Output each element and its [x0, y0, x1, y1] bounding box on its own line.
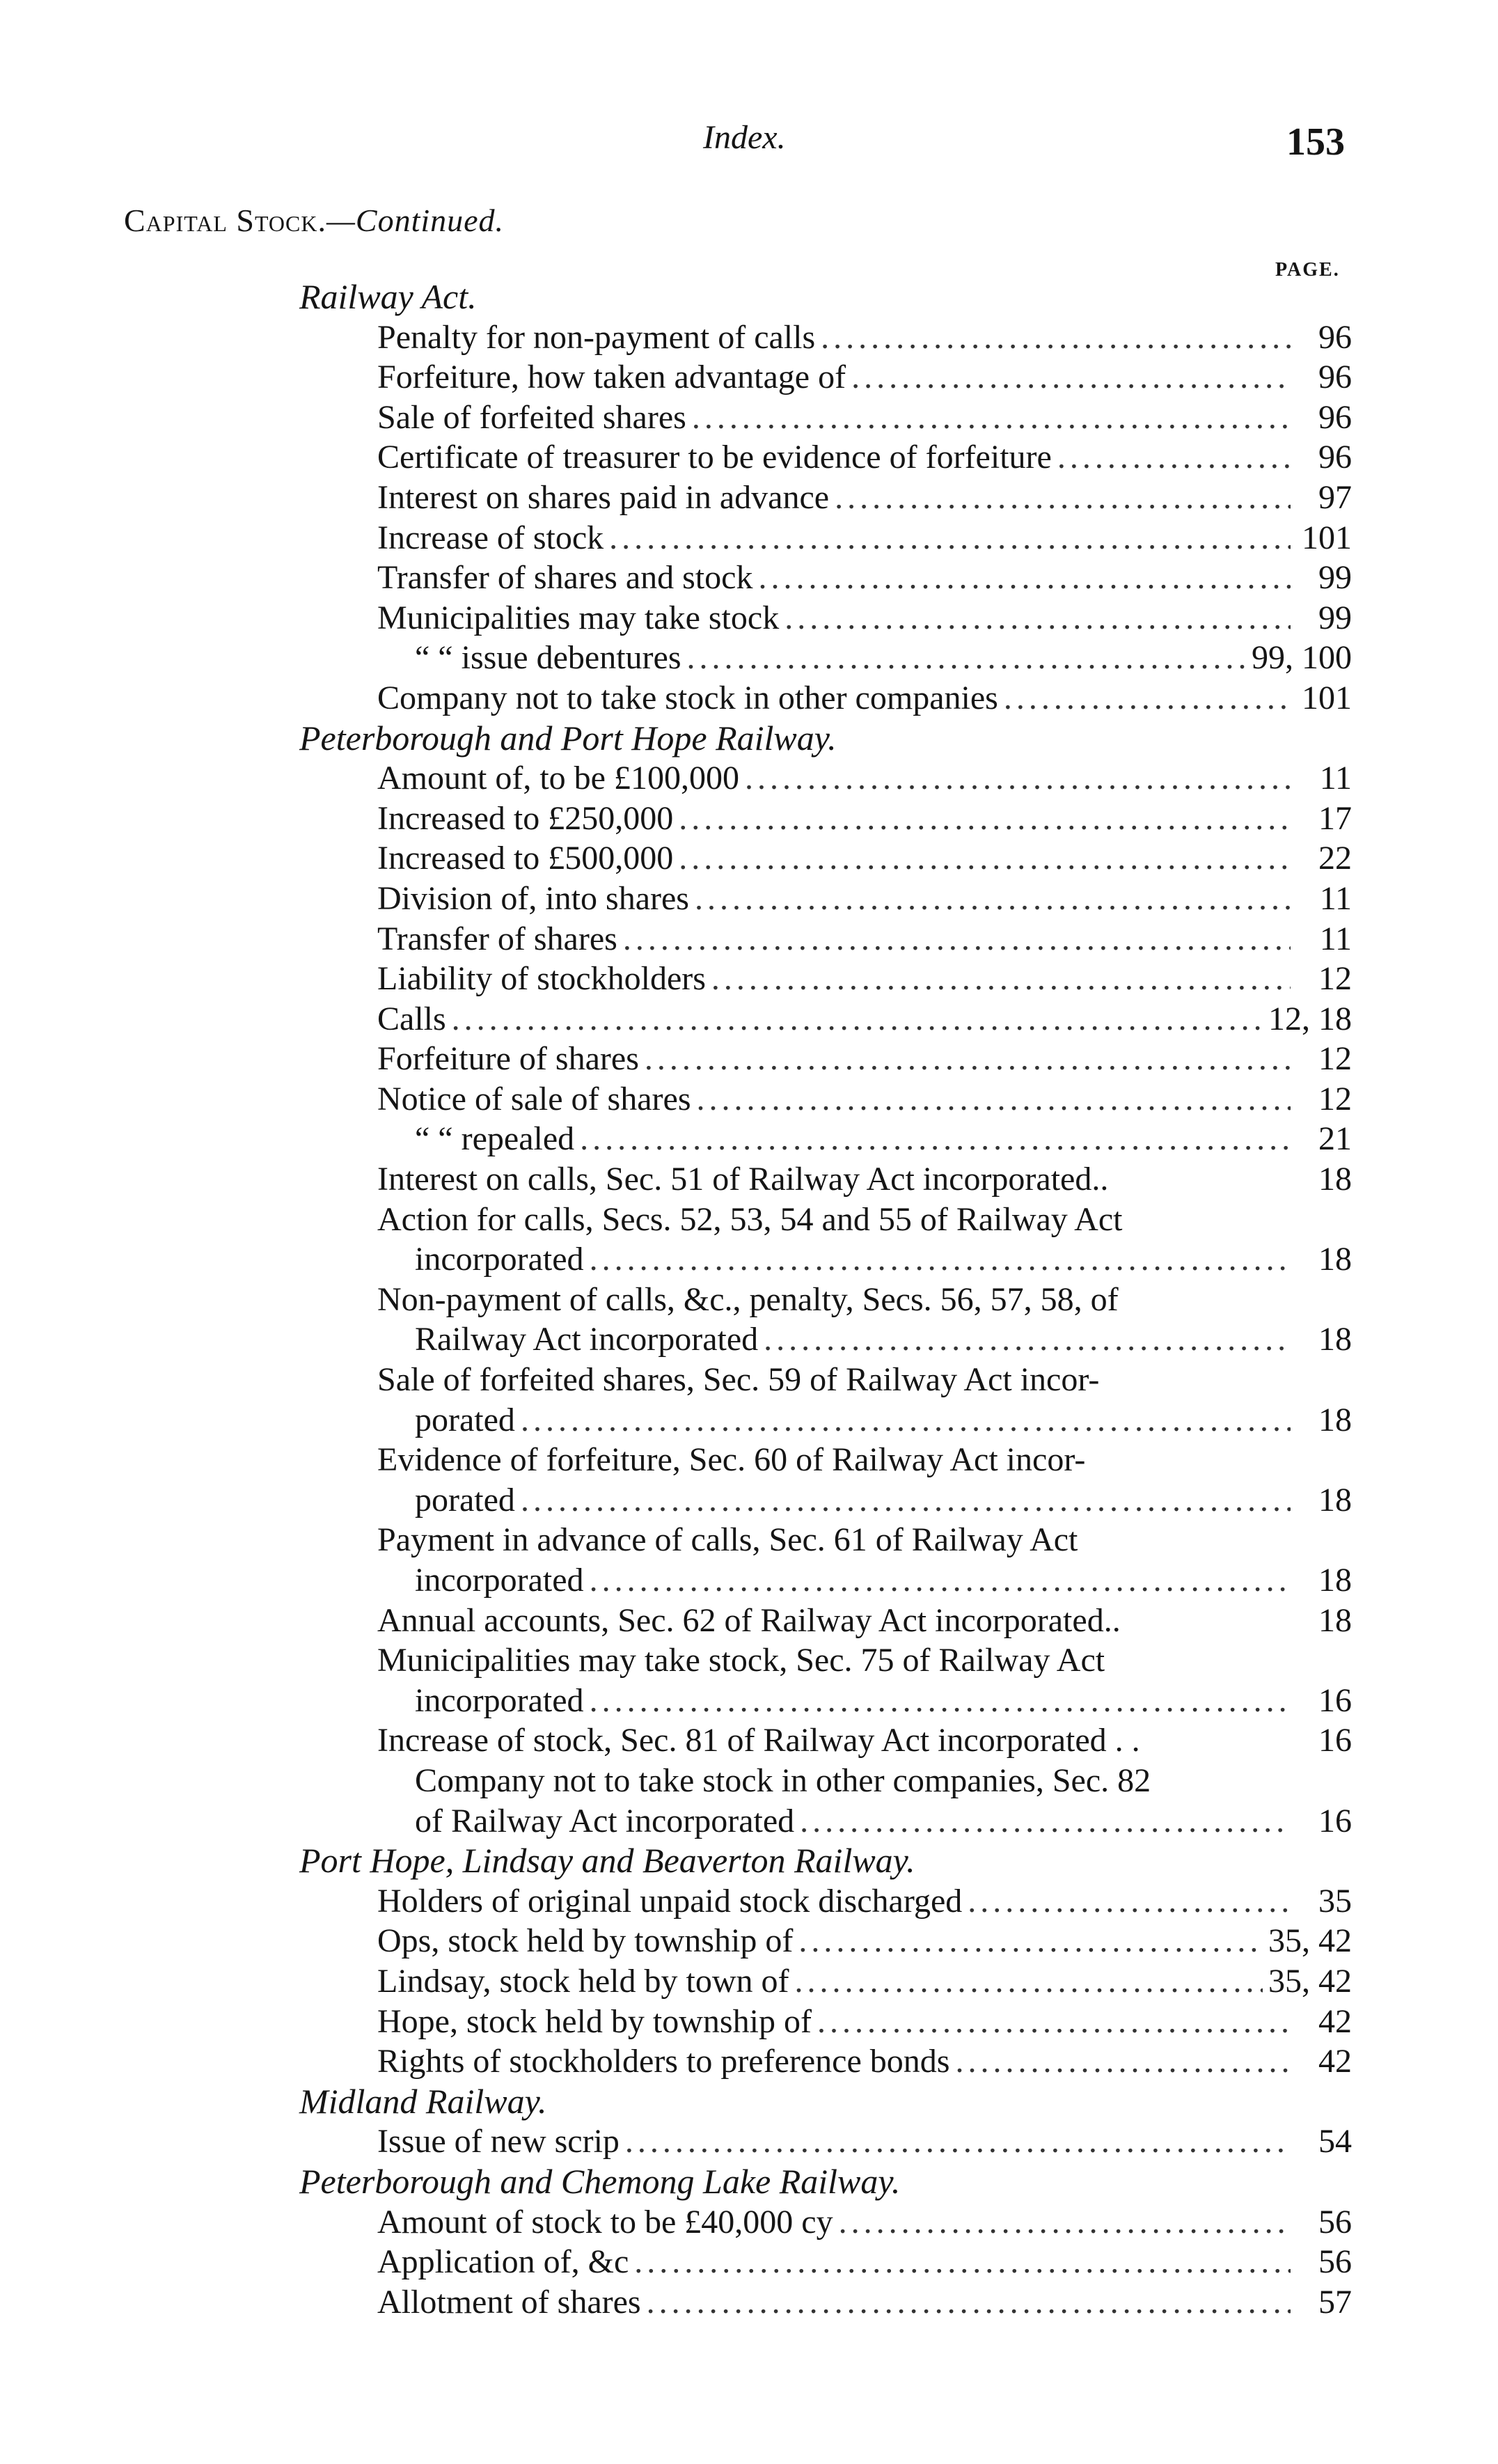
entry-page-ref: 54	[1318, 2123, 1352, 2160]
index-entry	[0, 1119, 1352, 1159]
entry-page-ref: 101	[1302, 519, 1352, 556]
running-head	[0, 111, 1498, 164]
entry-text: “ “ repealed	[415, 1120, 575, 1158]
index-entry	[0, 1640, 1352, 1681]
index-entry	[0, 317, 1352, 358]
index-entry	[0, 1720, 1352, 1761]
entry-text: porated	[415, 1401, 515, 1438]
index-entry	[0, 1239, 1352, 1280]
dot-leader	[609, 518, 1291, 558]
entry-page-ref: 18	[1318, 1241, 1352, 1278]
dot-leader	[785, 598, 1291, 638]
entry-text: “ “ issue debentures	[415, 639, 681, 677]
entry-page-ref: 56	[1318, 2203, 1352, 2241]
entry-text: Holders of original unpaid stock discharged	[377, 1882, 963, 1920]
dot-leader	[521, 1400, 1291, 1441]
dot-leader	[521, 1480, 1291, 1521]
index-entry	[0, 638, 1352, 678]
entry-page-ref: 18	[1318, 1481, 1352, 1519]
entry-text: Transfer of shares	[377, 920, 617, 957]
entry-text: Company not to take stock in other companies, Sec. 82	[415, 1761, 1151, 1799]
entry-text: Allotment of shares	[377, 2283, 641, 2321]
section-title-continued: —Continued.	[326, 203, 505, 238]
entry-text: porated	[415, 1481, 515, 1519]
entry-text: Application of, &c	[377, 2243, 629, 2281]
entry-text: Hope, stock held by township of	[377, 2002, 812, 2040]
entry-text: Evidence of forfeiture, Sec. 60 of Railway Act incor-	[377, 1441, 1086, 1479]
dot-leader	[821, 317, 1291, 358]
entry-text: Municipalities may take stock	[377, 599, 780, 636]
entry-text: Rights of stockholders to preference bonds	[377, 2043, 950, 2080]
entry-text: Interest on calls, Sec. 51 of Railway Act incorporated..	[377, 1161, 1109, 1198]
index-entry	[0, 1159, 1352, 1200]
entry-text: Amount of stock to be £40,000 cy	[377, 2203, 833, 2241]
dot-leader	[634, 2242, 1291, 2282]
entry-page-ref: 56	[1318, 2243, 1352, 2281]
dot-leader	[794, 1961, 1263, 2002]
index-entry	[0, 2041, 1352, 2082]
entry-page-ref: 16	[1318, 1681, 1352, 1719]
dot-leader	[798, 1921, 1263, 1961]
index-entry	[0, 1801, 1352, 1842]
index-entry	[0, 1440, 1352, 1480]
entry-page-ref: 16	[1318, 1722, 1352, 1759]
dot-leader	[590, 1239, 1291, 1280]
index-entry	[0, 1681, 1352, 1721]
entry-text: Annual accounts, Sec. 62 of Railway Act incorporated..	[377, 1601, 1121, 1639]
group-heading: Port Hope, Lindsay and Beaverton Railway.	[299, 1841, 915, 1881]
entry-page-ref: 12	[1318, 1080, 1352, 1117]
entry-page-ref: 97	[1318, 478, 1352, 516]
entry-page-ref: 18	[1318, 1601, 1352, 1639]
index-entry	[0, 598, 1352, 638]
dot-leader	[679, 799, 1291, 839]
dot-leader	[590, 1560, 1291, 1601]
entry-text: Increase of stock, Sec. 81 of Railway Act incorporated . .	[377, 1722, 1140, 1759]
entry-page-ref: 99	[1318, 559, 1352, 597]
index-entry	[0, 879, 1352, 919]
entry-page-ref: 96	[1318, 439, 1352, 476]
entry-page-ref: 18	[1318, 1321, 1352, 1358]
dot-leader	[580, 1119, 1291, 1159]
entry-page-ref: 101	[1302, 679, 1352, 716]
index-entry	[0, 437, 1352, 478]
entry-text: Amount of, to be £100,000	[377, 760, 739, 797]
index-entry	[0, 2202, 1352, 2243]
dot-leader	[955, 2041, 1291, 2082]
index-entry	[0, 1079, 1352, 1120]
page-column-label: PAGE.	[1275, 259, 1340, 281]
index-entry	[0, 2002, 1352, 2042]
index-entry	[0, 2121, 1352, 2162]
entry-page-ref: 99, 100	[1252, 639, 1352, 677]
entry-text: Issue of new scrip	[377, 2123, 620, 2160]
entry-text: incorporated	[415, 1562, 584, 1599]
entry-text: Ops, stock held by township of	[377, 1922, 794, 1960]
index-entry	[0, 1039, 1352, 1079]
index-entry	[0, 1360, 1352, 1400]
dot-leader	[1004, 678, 1291, 719]
index-entry	[0, 2242, 1352, 2282]
entry-text: Company not to take stock in other companies	[377, 679, 998, 716]
entry-text: Payment in advance of calls, Sec. 61 of Railway Act	[377, 1521, 1078, 1559]
index-entry	[0, 959, 1352, 999]
entry-page-ref: 11	[1319, 879, 1352, 917]
index-entry	[0, 1961, 1352, 2002]
entry-page-ref: 42	[1318, 2043, 1352, 2080]
dot-leader	[625, 2121, 1291, 2162]
entry-page-ref: 11	[1319, 920, 1352, 957]
index-entry	[0, 799, 1352, 839]
entry-text: Liability of stockholders	[377, 960, 706, 998]
section-title	[124, 202, 504, 239]
entry-text: incorporated	[415, 1681, 584, 1719]
entry-text: Increased to £250,000	[377, 799, 674, 837]
dot-leader	[687, 638, 1246, 678]
entry-page-ref: 11	[1319, 760, 1352, 797]
entry-text: Action for calls, Secs. 52, 53, 54 and 55 of Railway Act	[377, 1200, 1123, 1238]
entry-page-ref: 12	[1318, 1040, 1352, 1078]
entry-text: Increased to £500,000	[377, 840, 674, 877]
dot-leader	[590, 1681, 1291, 1721]
group-heading: Railway Act.	[299, 277, 477, 316]
index-entry	[0, 1280, 1352, 1320]
entry-page-ref: 35, 42	[1268, 1962, 1352, 2000]
entry-page-ref: 96	[1318, 359, 1352, 396]
entry-text: Forfeiture of shares	[377, 1040, 639, 1078]
entry-page-ref: 16	[1318, 1802, 1352, 1839]
entry-text: Certificate of treasurer to be evidence of forfeiture	[377, 439, 1052, 476]
entry-text: Railway Act incorporated	[415, 1321, 759, 1358]
section-title-caps: Capital Stock.	[124, 203, 326, 238]
entry-page-ref: 18	[1318, 1161, 1352, 1198]
dot-leader	[835, 478, 1291, 518]
dot-leader	[679, 838, 1291, 879]
group-heading: Midland Railway.	[299, 2081, 547, 2121]
entry-text: Calls	[377, 1000, 446, 1037]
entry-text: Penalty for non-payment of calls	[377, 318, 816, 356]
index-entry	[0, 1520, 1352, 1560]
index-entry	[0, 2282, 1352, 2323]
group-heading: Peterborough and Chemong Lake Railway.	[299, 2161, 901, 2201]
index-entry	[0, 398, 1352, 438]
index-entry	[0, 357, 1352, 398]
entry-text: Municipalities may take stock, Sec. 75 of Railway Act	[377, 1642, 1105, 1679]
dot-leader	[711, 959, 1291, 999]
entry-page-ref: 12, 18	[1268, 1000, 1352, 1037]
index-entry	[0, 1601, 1352, 1641]
index-entry	[0, 1761, 1352, 1801]
index-entry	[0, 678, 1352, 719]
index-entry	[0, 919, 1352, 959]
index-entry	[0, 1200, 1352, 1240]
dot-leader	[745, 758, 1291, 799]
dot-leader	[697, 1079, 1291, 1120]
entry-text: Interest on shares paid in advance	[377, 478, 830, 516]
dot-leader	[452, 999, 1263, 1039]
entry-text: Sale of forfeited shares, Sec. 59 of Railway Act incor-	[377, 1361, 1100, 1399]
dot-leader	[800, 1801, 1291, 1842]
index-entry	[0, 999, 1352, 1039]
group-heading: Peterborough and Port Hope Railway.	[299, 718, 837, 758]
dot-leader	[692, 398, 1291, 438]
index-entries	[0, 277, 1498, 2322]
dot-leader	[623, 919, 1291, 959]
entry-page-ref: 18	[1318, 1401, 1352, 1438]
index-entry	[0, 558, 1352, 598]
dot-leader	[1057, 437, 1291, 478]
entry-text: of Railway Act incorporated	[415, 1802, 795, 1839]
index-entry	[0, 1921, 1352, 1961]
entry-page-ref: 35	[1318, 1882, 1352, 1920]
dot-leader	[758, 558, 1291, 598]
entry-page-ref: 96	[1318, 398, 1352, 436]
running-title: Index.	[703, 119, 786, 156]
entry-text: Sale of forfeited shares	[377, 398, 686, 436]
index-entry	[0, 1319, 1352, 1360]
dot-leader	[647, 2282, 1291, 2323]
entry-text: Transfer of shares and stock	[377, 559, 753, 597]
entry-page-ref: 57	[1318, 2283, 1352, 2321]
index-entry	[0, 838, 1352, 879]
index-entry	[0, 1881, 1352, 1922]
entry-page-ref: 12	[1318, 960, 1352, 998]
dot-leader	[817, 2002, 1291, 2042]
dot-leader	[645, 1039, 1291, 1079]
entry-text: Non-payment of calls, &c., penalty, Secs. 56, 57, 58, of	[377, 1280, 1119, 1318]
entry-page-ref: 99	[1318, 599, 1352, 636]
entry-text: Notice of sale of shares	[377, 1080, 691, 1117]
entry-page-ref: 21	[1318, 1120, 1352, 1158]
entry-page-ref: 22	[1318, 840, 1352, 877]
index-entry	[0, 1480, 1352, 1521]
entry-page-ref: 42	[1318, 2002, 1352, 2040]
dot-leader	[851, 357, 1291, 398]
entry-text: incorporated	[415, 1241, 584, 1278]
entry-page-ref: 17	[1318, 799, 1352, 837]
page-number: 153	[1286, 120, 1345, 164]
entry-page-ref: 35, 42	[1268, 1922, 1352, 1960]
index-entry	[0, 758, 1352, 799]
index-entry	[0, 478, 1352, 518]
entry-page-ref: 96	[1318, 318, 1352, 356]
entry-text: Lindsay, stock held by town of	[377, 1962, 789, 2000]
dot-leader	[839, 2202, 1291, 2243]
entry-text: Increase of stock	[377, 519, 604, 556]
entry-text: Forfeiture, how taken advantage of	[377, 359, 846, 396]
index-entry	[0, 1400, 1352, 1441]
entry-text: Division of, into shares	[377, 879, 689, 917]
index-entry	[0, 1560, 1352, 1601]
dot-leader	[695, 879, 1291, 919]
dot-leader	[764, 1319, 1291, 1360]
dot-leader	[968, 1881, 1291, 1922]
index-entry	[0, 518, 1352, 558]
entry-page-ref: 18	[1318, 1562, 1352, 1599]
